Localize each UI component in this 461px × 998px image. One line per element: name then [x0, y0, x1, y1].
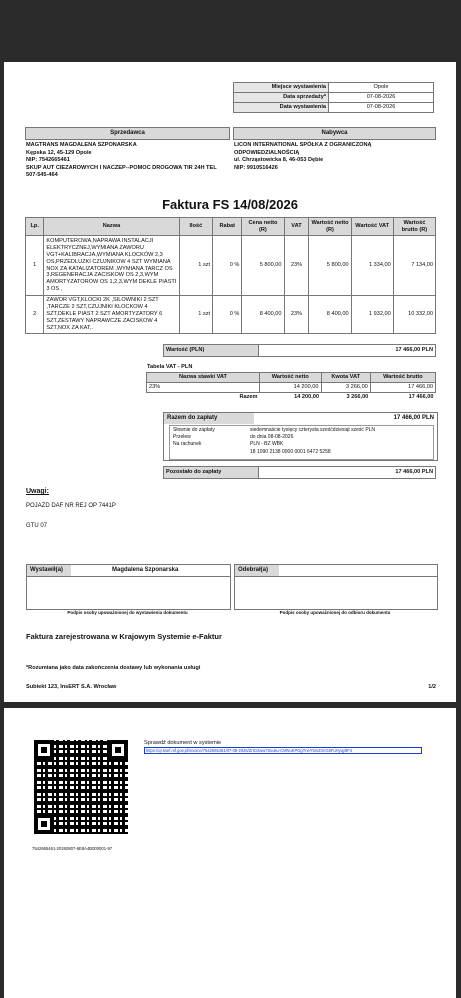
- receiver-divider: [235, 576, 437, 577]
- col-qty: Ilość: [179, 218, 213, 236]
- page-number: 1/2: [428, 684, 436, 690]
- seller-name: MAGTRANS MAGDALENA SZPONARSKA: [26, 142, 137, 148]
- payment-details: [169, 425, 434, 460]
- notes-gtu: GTU 07: [26, 523, 48, 529]
- receiver-caption: Podpis osoby upoważnionej do odbioru dokumentu: [279, 610, 391, 615]
- vat-col-vat: Kwota VAT: [321, 373, 370, 383]
- table-row: [26, 236, 436, 296]
- col-gross-value: Wartość brutto (R): [393, 218, 435, 236]
- item-qty: 1 szt: [179, 236, 213, 296]
- total-pln-label: Wartość (PLN): [164, 345, 259, 357]
- payment-total: 17 466,00 PLN: [393, 415, 434, 421]
- items-table: [25, 217, 436, 334]
- row-number: 2: [26, 296, 44, 334]
- payment-words-label: Słownie do zapłaty: [173, 427, 215, 433]
- table-row: [26, 296, 436, 334]
- seller-nip: NIP: 7542665461: [26, 157, 70, 164]
- item-vat: 23%: [284, 236, 309, 296]
- remaining-table: [163, 466, 436, 479]
- delivery-footnote: *Rozumiana jako data zakończenia dostawy lub wykonania usługi: [26, 665, 201, 671]
- col-vat: VAT: [284, 218, 309, 236]
- item-net-value: 8 400,00: [309, 296, 351, 334]
- issuer-caption: Podpis osoby upoważnionej do wystawienia dokumentu: [67, 610, 188, 615]
- vat-sum-amount: 3 266,00: [346, 393, 369, 400]
- buyer-heading: Nabywca: [233, 127, 436, 140]
- item-vat: 23%: [284, 296, 309, 334]
- notes-vehicle: POJAZD DAF NR REJ OP 7441P: [26, 503, 116, 509]
- total-pln-value: 17 466,00 PLN: [259, 345, 436, 357]
- qr-code-image: [34, 740, 128, 834]
- vat-rate: 23%: [147, 382, 260, 392]
- qr-finder-bottom-left: [34, 814, 54, 834]
- vat-col-rate: Nazwa stawki VAT: [147, 373, 260, 383]
- item-vat-value: 1 334,00: [351, 236, 393, 296]
- seller-heading: Sprzedawca: [25, 127, 230, 140]
- payment-method-label: Przelew: [173, 434, 191, 440]
- table-row: [147, 382, 436, 392]
- item-gross-value: 7 134,00: [393, 236, 435, 296]
- buyer-name-cont: ODPOWIEDZIALNOŚCIĄ: [234, 149, 300, 156]
- row-number: 1: [26, 236, 44, 296]
- payment-account-label: Na rachunek: [173, 441, 202, 447]
- vat-col-net: Wartość netto: [260, 373, 322, 383]
- vat-sum-gross: 17 466,00: [408, 393, 434, 400]
- item-qty: 1 szt: [179, 296, 213, 334]
- ksef-note: Faktura zarejestrowana w Krajowym Systemie e-Faktur: [26, 632, 222, 641]
- invoice-page-1: [4, 62, 456, 702]
- issuer-name: Magdalena Szponarska: [112, 567, 179, 573]
- col-name: Nazwa: [44, 218, 179, 236]
- col-net-price: Cena netto (R): [242, 218, 284, 236]
- vat-table: [146, 372, 436, 402]
- payment-method-value: do dnia 08-08-2026: [250, 434, 294, 440]
- seller-details: [26, 142, 236, 180]
- item-discount: 0 %: [213, 296, 242, 334]
- item-name: ZAWOR VGT,KLOCKI 2K ,SILOWNIKI 2 SZT ,TARCZE 2 SZT,CZUJNIKI KLOCKOW 4 SZT,DEKLE PIAST 2 SZT AMORTYZATORY 6 SZT,ZESTAWY NAPRAWCZE ZACISKOW 4 SZT,NOX ZA KAT,.: [44, 296, 179, 334]
- seller-address: Kępska 12, 45-129 Opole: [26, 149, 92, 156]
- item-net-price: 5 800,00: [242, 236, 284, 296]
- buyer-address: ul. Chrząstowicka 8, 46-053 Dębie: [234, 157, 324, 164]
- issuer-divider: [27, 576, 230, 577]
- item-vat-value: 1 932,00: [351, 296, 393, 334]
- remaining-value: 17 466,00 PLN: [259, 467, 436, 479]
- item-name: KOMPUTEROWA,NAPRAWA INSTALACJI ELEKTRYCZNEJ,WYMIANA ZAWORU VGT+KALIBRACJA,WYMIANA KLOCKÓW 2,3 OS,PRZEDLUZKI CZUJNIKOW 4 SZT WYMIANA NOX ZA KATALIZATOREM ,WYMIANA TARCZ OS 3,REGENERACJA ZACISKOW OS 2,3,WYM AMORTYZATOROW OS 1,2,3,WYM DEKLE PIASTI 3 OS ,: [44, 236, 179, 296]
- vat-col-gross: Wartość brutto: [370, 373, 435, 383]
- vat-sum-row: [147, 392, 436, 401]
- vat-gross: 17 466,00: [370, 382, 435, 392]
- seller-phone: 507-545-464: [26, 172, 58, 179]
- col-net-value: Wartość netto (R): [309, 218, 351, 236]
- payment-words-value: siedemnaście tysięcy czterysta sześćdziesiąt sześć PLN: [250, 427, 376, 433]
- issuer-signature-box: [26, 564, 231, 610]
- notes-title: Uwagi:: [26, 488, 49, 495]
- qr-finder-top-left: [34, 740, 54, 760]
- invoice-dates-table: [233, 82, 434, 113]
- place-label: Miejsce wystawienia: [234, 83, 329, 93]
- issue-date-label: Data wystawienia: [234, 102, 329, 112]
- verify-title: Sprawdź dokument w systemie: [144, 740, 222, 746]
- payment-account-bank: PLN - BZ WBK: [250, 441, 284, 447]
- invoice-title: Faktura FS 14/08/2026: [162, 197, 298, 212]
- col-vat-value: Wartość VAT: [351, 218, 393, 236]
- receiver-label: Odebrał(a): [235, 565, 279, 576]
- vat-sum-net: 14 200,00: [294, 393, 320, 400]
- qr-caption: 7542665461-20260807-6E8A4B000001-97: [32, 846, 113, 851]
- total-pln-table: [163, 344, 436, 357]
- qr-finder-top-right: [108, 740, 128, 760]
- item-discount: 0 %: [213, 236, 242, 296]
- vat-amount: 3 266,00: [321, 382, 370, 392]
- place-value: Opole: [329, 83, 434, 93]
- vat-table-title: Tabela VAT - PLN: [147, 364, 193, 370]
- buyer-details: [234, 142, 434, 172]
- invoice-page-2: [4, 708, 456, 998]
- payment-box: [163, 412, 438, 461]
- item-net-value: 5 800,00: [309, 236, 351, 296]
- vat-net: 14 200,00: [260, 382, 322, 392]
- col-lp: Lp.: [26, 218, 44, 236]
- item-net-price: 8 400,00: [242, 296, 284, 334]
- buyer-name: LICON INTERNATIONAL SPÓŁKA Z OGRANICZONĄ: [234, 142, 372, 148]
- col-discount: Rabat: [213, 218, 242, 236]
- issuer-label: Wystawił(a): [27, 565, 71, 576]
- software-footer: Subiekt 123, InsERT S.A. Wrocław: [26, 684, 117, 690]
- remaining-label: Pozostało do zapłaty: [164, 467, 259, 479]
- sale-date-value: 07-08-2026: [329, 92, 434, 102]
- item-gross-value: 10 332,00: [393, 296, 435, 334]
- sale-date-label: Data sprzedaży*: [234, 92, 329, 102]
- issue-date-value: 07-08-2026: [329, 102, 434, 112]
- payment-account-number: 18 1090 2138 0000 0001 6472 5258: [250, 449, 331, 455]
- receiver-signature-box: [234, 564, 438, 610]
- seller-description: SKUP AUT CIEZAROWYCH I NACZEP--POMOC DROGOWA TIR 24H TEL: [26, 164, 217, 171]
- buyer-nip: NIP: 9910516426: [234, 164, 278, 171]
- payment-title: Razem do zapłaty: [164, 413, 254, 424]
- verify-link[interactable]: https://qr.ksef.mf.gov.pl/invoice/7542665461/07-08-2026/ZrIO2ww7Sxuku-CMNuKPGgTneY5mZrmG5FuHyqy9F4: [144, 747, 422, 754]
- vat-sum-label: Razem: [239, 393, 258, 400]
